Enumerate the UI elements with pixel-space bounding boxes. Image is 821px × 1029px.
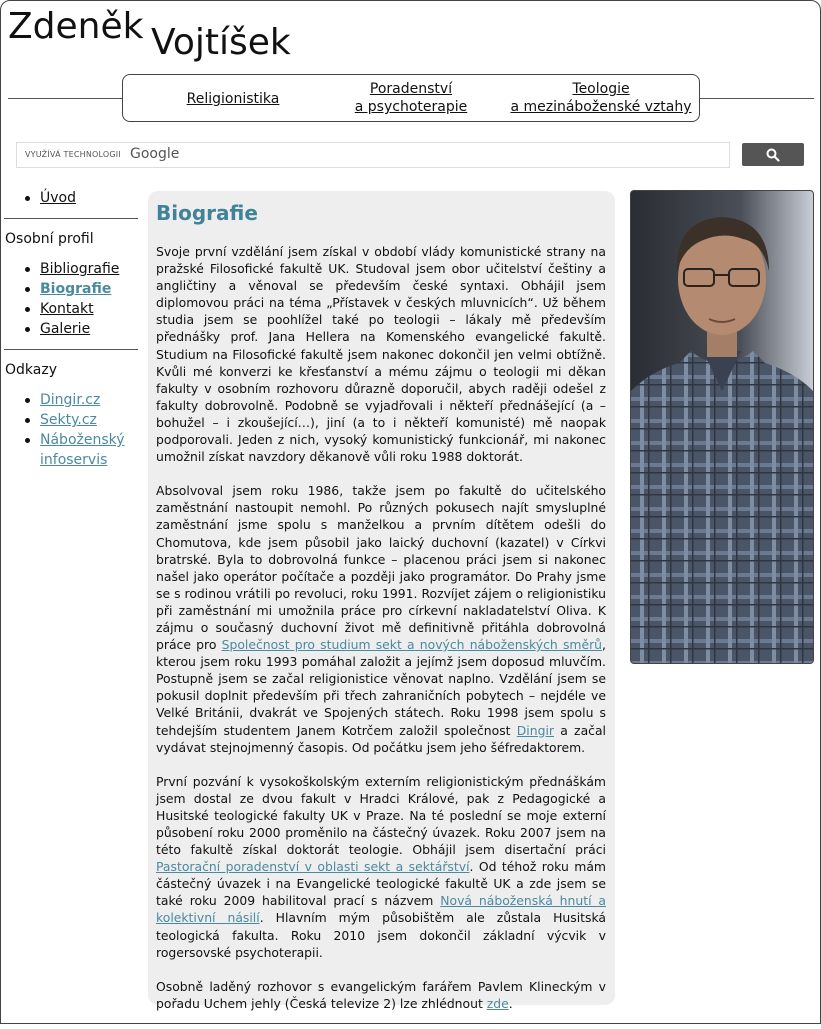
text: . Hlavním mým působištěm ale zůstala Husitská teologická fakulta. Roku 2010 jsem dokončil základní výcvik v rogersovské psychoterapii.	[156, 910, 606, 960]
article	[148, 191, 615, 1011]
sidebar-divider	[4, 349, 138, 350]
sidebar-item-infoservis	[0, 430, 140, 470]
nav-label: a psychoterapie	[354, 99, 468, 115]
nav-divider-left	[8, 98, 122, 99]
sidebar-divider	[4, 218, 138, 219]
sidebar-item-kontakt	[0, 299, 140, 319]
article-body	[156, 243, 606, 1029]
nav-teologie[interactable]	[507, 80, 695, 116]
text: a začal vydávat stejnojmenný časopis. Od počátku jsem jeho šéfredaktorem.	[156, 722, 607, 755]
sidebar-section-links: Odkazy	[5, 362, 57, 378]
sidebar-item-uvod	[0, 188, 140, 208]
paragraph	[156, 482, 606, 756]
search-button[interactable]	[742, 143, 804, 166]
sidebar-item-dingir	[0, 390, 140, 410]
sidebar-profile-list	[0, 259, 140, 339]
search-powered-by: VYUŽÍVÁ TECHNOLOGII	[25, 150, 121, 159]
nav-divider-right	[698, 98, 814, 99]
search-box	[16, 142, 730, 168]
link-rozhovor[interactable]: zde	[486, 995, 509, 1011]
link-spolecnost[interactable]: Společnost pro studium sekt a nových náboženských směrů	[221, 637, 603, 653]
link-disertace[interactable]: Pastorační poradenství v oblasti sekt a sektářství	[156, 859, 470, 875]
sidebar-item-biografie	[0, 279, 140, 299]
sidebar	[0, 186, 140, 470]
nav-label: Teologie	[572, 81, 630, 97]
nav-poradenstvi[interactable]	[341, 80, 481, 116]
nav-religionistika[interactable]	[163, 90, 303, 108]
text: Absolvoval jsem roku 1986, takže jsem po fakultě do učitelského zaměstnání nastoupit nemohl. Po různých pokusech najít smysluplné zaměstnání jsme spolu s manželkou a prvním dítětem odešli do Chomutova, kde jsem působil jako laický duchovní (kazatel) v Církvi bratrské. Byla to dobrovolná funkce – placenou práci jsem si nakonec našel jako operátor počítače a později jako programátor. Do Prahy jsme se s rodinou vrátili po revoluci, roku 1991. Rozvíjet zájem o religionistiku při zaměstnání mi umožnila práce pro církevní nakladatelství Oliva. K zájmu o současný duchovní život mě definitivně přitáhla dobrovolná práce pro	[156, 483, 606, 653]
text: . Od téhož roku mám částečný úvazek i na Evangelické teologické fakultě UK a zde jsem se také roku 2009 habilitoval prací s názvem	[156, 859, 606, 909]
sidebar-link-galerie[interactable]: Galerie	[40, 321, 91, 337]
site-title-last: Vojtíšek	[151, 22, 291, 63]
paragraph	[156, 773, 606, 961]
text: , kterou jsem roku 1993 pomáhal založit a jejímž jsem doposud mluvčím. Postupně jsem se začal religionistice věnovat naplno. Vzdělání jsem se pokusil doplnit především při třech zahraničních pobytech – nejdéle ve Velké Británii, dvakrát ve Spojených státech. Roku 1998 jsem spolu s tehdejším studentem Janem Kotrčem založil společnost	[156, 637, 606, 738]
sidebar-links-list	[0, 390, 140, 470]
sidebar-link-bibliografie[interactable]: Bibliografie	[40, 261, 120, 277]
portrait-illustration	[631, 191, 813, 663]
nav-label: Religionistika	[186, 91, 280, 107]
sidebar-top-list	[0, 188, 140, 208]
site-title-first: Zdeněk	[8, 6, 144, 47]
sidebar-item-galerie	[0, 319, 140, 339]
nav-label: Poradenství	[369, 81, 453, 97]
text: První pozvání k vysokoškolským externím religionistickým přednáškám jsem dostal ze dvou fakult v Hradci Králové, pak z Pedagogické a Husitské teologické fakulty UK v Praze. Na té poslední se moje externí působení roku 2000 proměnilo na částečný úvazek. Roku 2007 jsem na této fakultě získal doktorát teologie. Obhájil jsem disertační práci	[156, 773, 606, 858]
paragraph: Svoje první vzdělání jsem získal v období vlády komunistické strany na pražské Filosofické fakultě UK. Studoval jsem obor učitelství češtiny a angličtiny a věnoval se především české syntaxi. Obhájil jsem diplomovou práci na téma „Přístavek v českých mluvnicích“. Už během studia jsem se poohlížel také po teologii – lákaly mě především přednášky prof. Jana Hellera na Komenského evangelické fakultě. Studium na Filosofické fakultě jsem nakonec dokončil jen velmi obtížně. Kvůli mé konverzi ke křesťanství a mému zájmu o teologii mi děkan fakulty v osobním rozhovoru důrazně doporučil, abych raději odešel z fakulty dobrovolně. Podobně se vyjadřovali i někteří přednášející (a – bohužel – i zkoušející…), jiní (a to i někteří komunisté) mě naopak podporovali. Jeden z nich, vysoký komunistický funkcionář, mi nakonec umožnil získat navzdory děkanově vůli roku 1988 doktorát.	[156, 244, 606, 465]
portrait-photo	[630, 190, 814, 664]
link-dingir[interactable]: Dingir	[516, 722, 555, 738]
google-logo: Google	[130, 146, 180, 162]
search-input[interactable]	[182, 145, 716, 165]
sidebar-link-uvod[interactable]: Úvod	[40, 190, 76, 206]
paragraph	[156, 978, 606, 1012]
text: .	[508, 995, 513, 1011]
page-title: Biografie	[156, 201, 258, 225]
text: Osobně laděný rozhovor s evangelickým farářem Pavlem Klineckým v pořadu Uchem jehly (Česká televize 2) lze zhlédnout	[156, 978, 606, 1011]
sidebar-link-infoservis[interactable]: Náboženský infoservis	[40, 432, 125, 468]
sidebar-link-kontakt[interactable]: Kontakt	[40, 301, 94, 317]
sidebar-item-bibliografie	[0, 259, 140, 279]
sidebar-link-sekty[interactable]: Sekty.cz	[40, 412, 97, 428]
nav-label: a mezináboženské vztahy	[510, 99, 692, 115]
sidebar-section-profile: Osobní profil	[5, 231, 94, 247]
sidebar-link-biografie[interactable]: Biografie	[40, 281, 112, 297]
sidebar-link-dingir[interactable]: Dingir.cz	[40, 392, 101, 408]
sidebar-item-sekty	[0, 410, 140, 430]
link-habilitace[interactable]: Nová náboženská hnutí a kolektivní násilí	[156, 893, 606, 926]
magnifier-icon	[766, 148, 780, 162]
main-navigation	[122, 74, 700, 122]
